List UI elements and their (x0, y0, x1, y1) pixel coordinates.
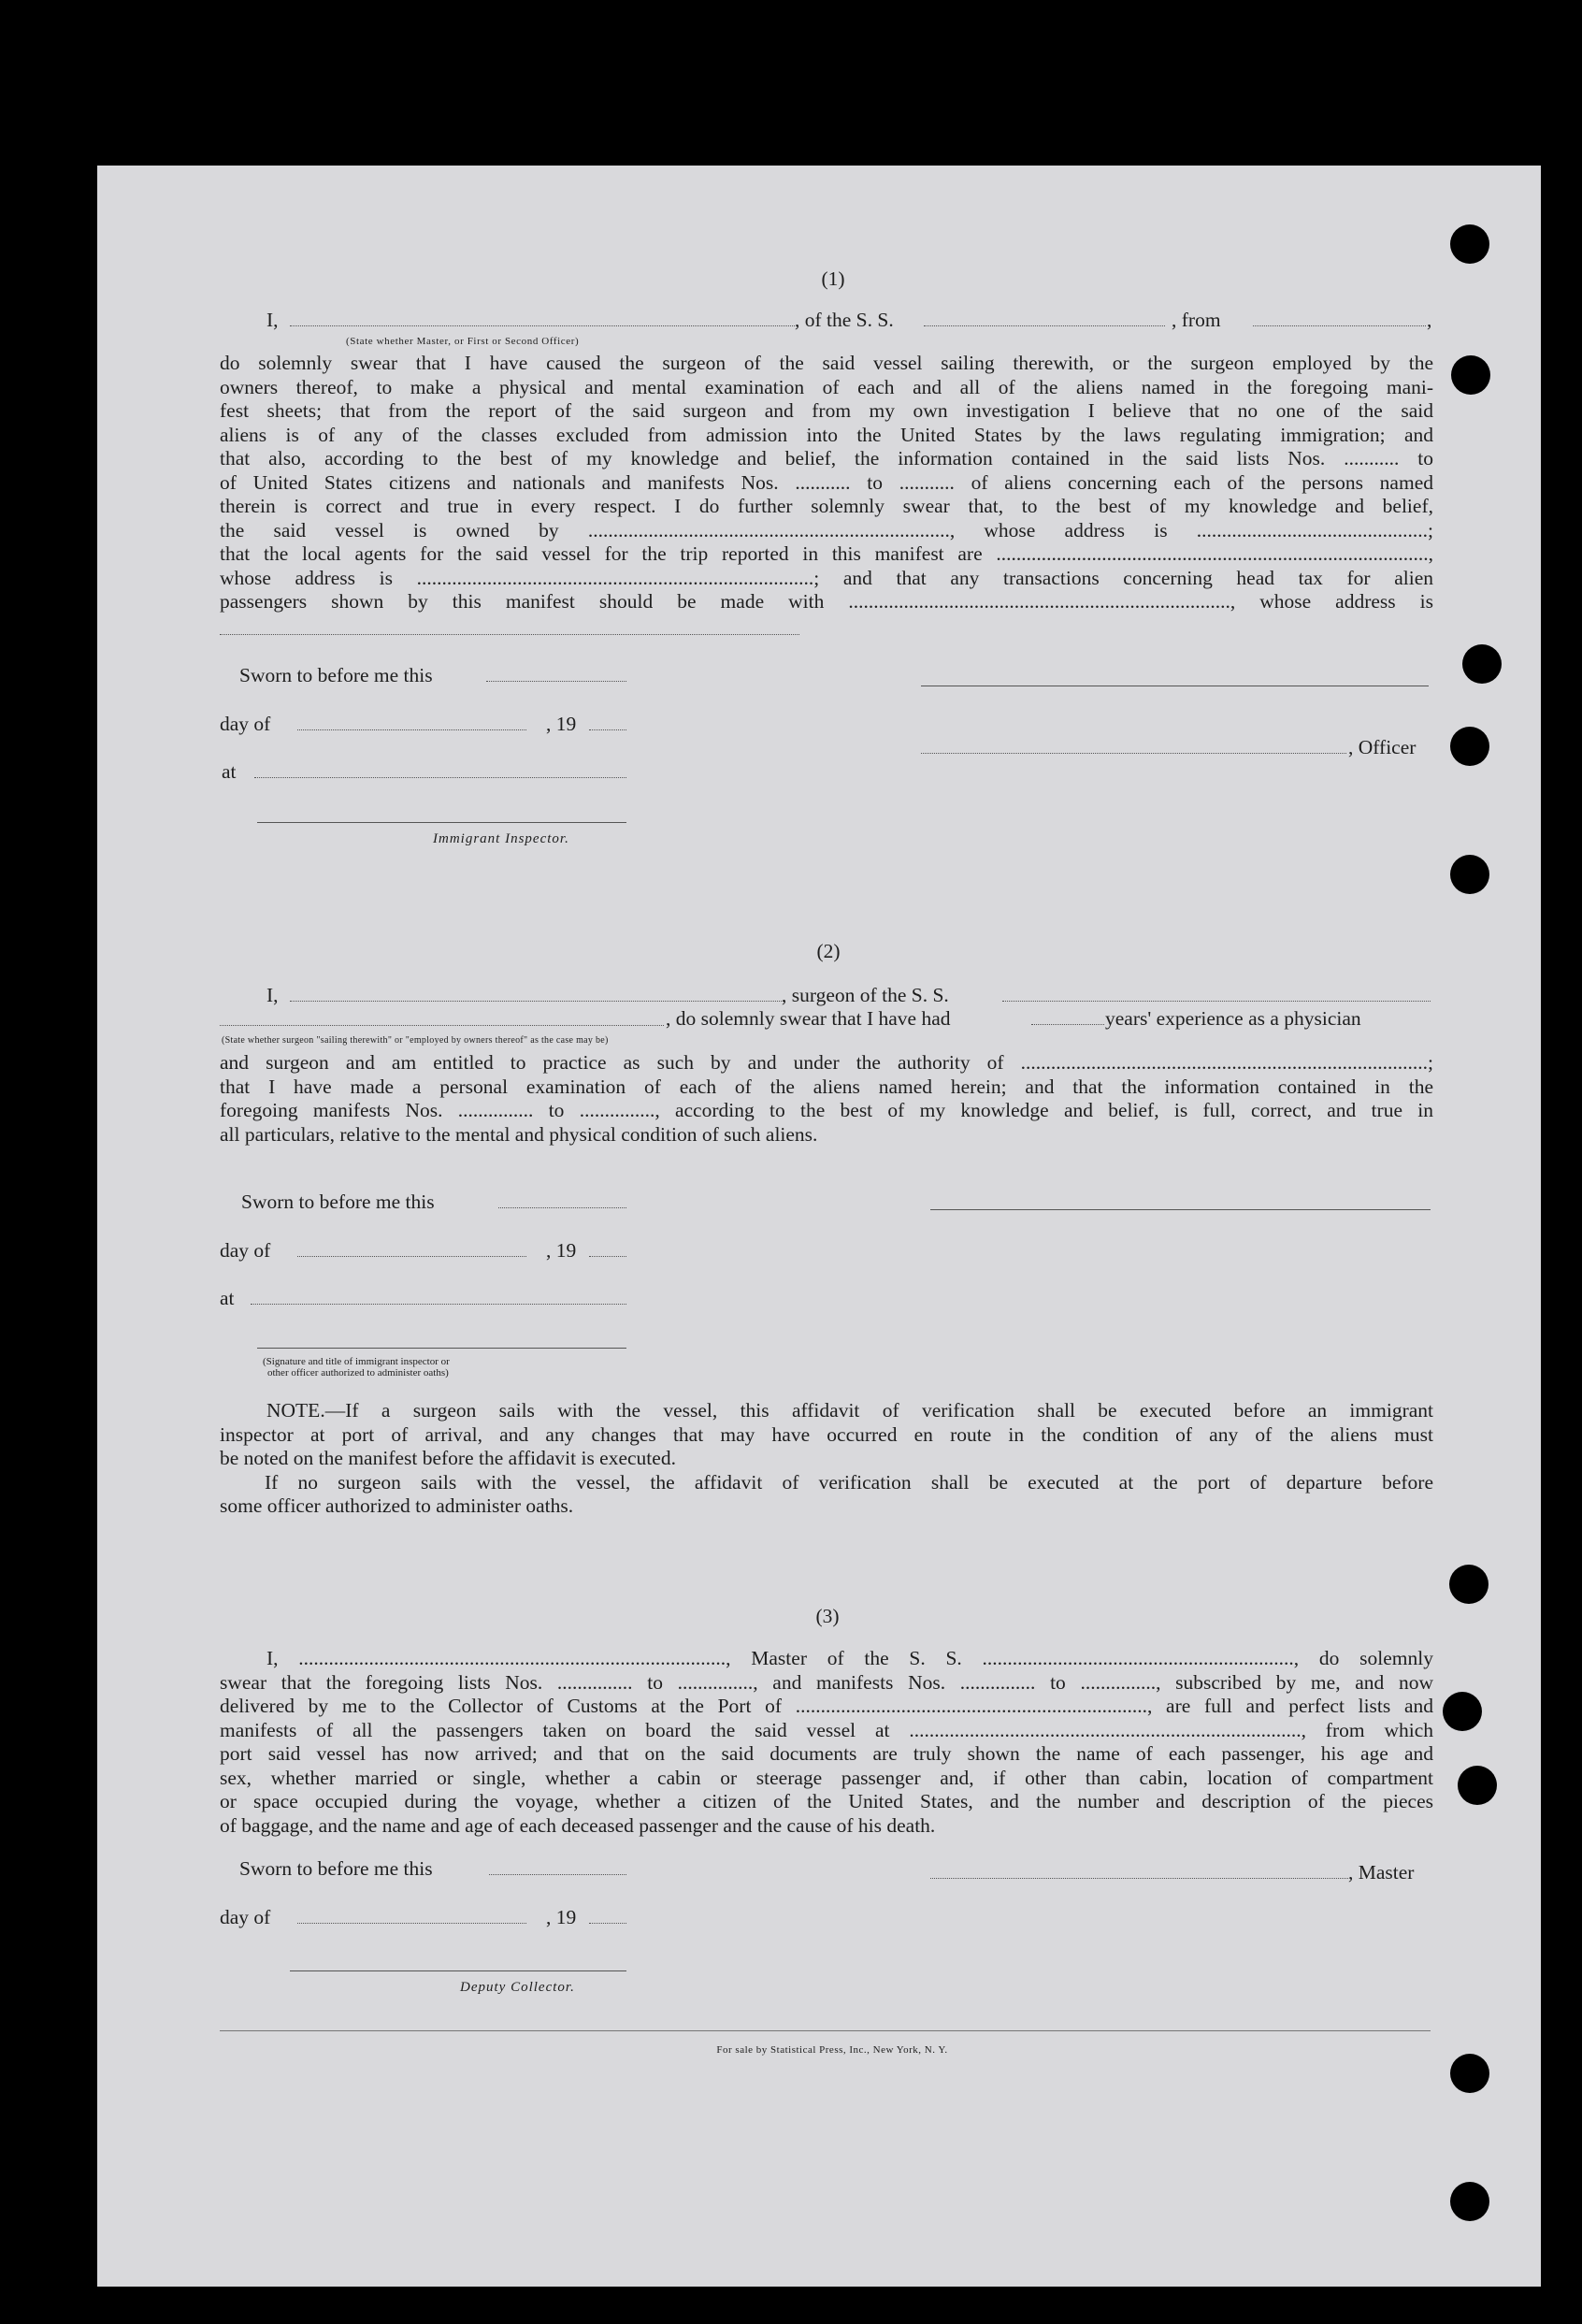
body-line: that I have made a personal examination of each of the aliens named herein; and that the information contained in the (220, 1075, 1433, 1098)
sworn-date-field[interactable] (498, 1207, 626, 1208)
section-1-body (220, 352, 1433, 614)
footer-divider (220, 2030, 1431, 2031)
body-line: and surgeon and am entitled to practice as such by and under the authority of .................................................................................; (220, 1051, 1433, 1074)
punch-hole (1458, 1766, 1497, 1805)
body-line: the said vessel is owned by ........................................................................, whose address is ..............................................; (220, 518, 1433, 541)
body-line: of baggage, and the name and age of each deceased passenger and the cause of his death. (220, 1813, 936, 1837)
punch-hole (1450, 2054, 1489, 2093)
note (220, 1399, 1433, 1519)
section-1-number: (1) (821, 267, 845, 290)
body-line: that also, according to the best of my knowledge and belief, the information contained in the said lists Nos. ........... to (220, 447, 1433, 469)
section-3-number: (3) (815, 1605, 840, 1627)
body-line: port said vessel has now arrived; and that on the said documents are truly shown the name of each passenger, his age and (220, 1742, 1433, 1765)
year-label: , 19 (546, 1906, 577, 1928)
note-line: some officer authorized to administer oaths. (220, 1494, 574, 1517)
agent-address-field[interactable] (220, 634, 799, 635)
body-line: whose address is ...............................................................................; and that any transactions concerning head tax for alien (220, 566, 1433, 589)
punch-hole (1450, 2182, 1489, 2221)
comma: , (1427, 309, 1432, 331)
body-line: delivered by me to the Collector of Customs at the Port of ......................................................................, are full and perfect lists and (220, 1695, 1433, 1717)
note-line: NOTE.—If a surgeon sails with the vessel, this affidavit of verification shall be executed before an immigrant (266, 1399, 1433, 1422)
surgeon-name-field[interactable] (290, 1001, 784, 1002)
body-line: foregoing manifests Nos. ............... to ..............., according to the best of my knowledge and belief, is full, correct, and true in (220, 1099, 1433, 1121)
from-label: , from (1172, 309, 1221, 331)
officer-signature-field[interactable] (921, 753, 1346, 754)
punch-hole (1450, 224, 1489, 264)
punch-hole (1462, 644, 1502, 684)
sworn-label: Sworn to before me this (239, 1857, 433, 1880)
day-of-label: day of (220, 713, 271, 735)
year-field[interactable] (589, 1923, 626, 1924)
do-solemnly-label: , do solemnly swear that I have had (666, 1007, 951, 1030)
master-signature-field[interactable] (930, 1878, 1348, 1879)
place-field[interactable] (254, 777, 626, 778)
body-line: fest sheets; that from the report of the said surgeon and from my own investigation I believe that no one of the said (220, 399, 1433, 422)
body-line: that the local agents for the said vessel for the trip reported in this manifest are ......................................................................................, (220, 542, 1433, 565)
surgeon-vessel-field[interactable] (1002, 1001, 1431, 1002)
punch-hole (1443, 1692, 1482, 1731)
month-field[interactable] (297, 729, 526, 730)
year-label: , 19 (546, 713, 577, 735)
from-port-field[interactable] (1253, 325, 1426, 326)
officer-label: , Officer (1348, 736, 1417, 758)
officer-title-field[interactable] (290, 325, 795, 326)
place-field[interactable] (251, 1304, 626, 1305)
sworn-date-field[interactable] (489, 1874, 626, 1875)
year-label: , 19 (546, 1239, 577, 1262)
sworn-label: Sworn to before me this (241, 1191, 435, 1213)
sworn-date-field[interactable] (486, 681, 626, 682)
body-line: or space occupied during the voyage, whether a citizen of the United States, and the number and description of the pieces (220, 1790, 1433, 1812)
month-field[interactable] (297, 1923, 526, 1924)
years-field[interactable] (1031, 1024, 1104, 1025)
punch-hole (1449, 1565, 1489, 1604)
punch-hole (1450, 855, 1489, 894)
body-line: manifests of all the passengers taken on board the said vessel at .............................................................................., from which (220, 1718, 1433, 1741)
note-line: If no surgeon sails with the vessel, the affidavit of verification shall be executed at the port of departure before (265, 1470, 1433, 1494)
note-line: inspector at port of arrival, and any changes that may have occurred en route in the condition of any of the aliens must (220, 1422, 1433, 1446)
year-field[interactable] (589, 1256, 626, 1257)
body-line: swear that the foregoing lists Nos. ............... to ..............., and manifests Nos. ............... to ..............., subscribed by me, and now (220, 1670, 1433, 1694)
vessel-name-field[interactable] (924, 325, 1165, 326)
surgeon-type-caption: (State whether surgeon "sailing therewith" or "employed by owners thereof" as the case may be) (222, 1035, 609, 1046)
body-line: aliens is of any of the classes excluded from admission into the United States by the laws regulating immigration; and (220, 423, 1433, 446)
body-line: therein is correct and true in every respect. I do further solemnly swear that, to the best of my knowledge and belief, (220, 495, 1433, 517)
body-line: sex, whether married or single, whether a cabin or steerage passenger and, if other than cabin, location of compartment (220, 1766, 1433, 1789)
section-2-number: (2) (816, 940, 841, 962)
deputy-signature-line[interactable] (290, 1970, 626, 1971)
month-field[interactable] (297, 1256, 526, 1257)
sworn-label: Sworn to before me this (239, 664, 433, 686)
of-the-ss-label: , of the S. S. (795, 309, 894, 331)
body-line: I, ....................................................................................., Master of the S. S. .............................................................., do solemnly (266, 1647, 1433, 1669)
section-2-i: I, (266, 984, 279, 1006)
surgeon-of-label: , surgeon of the S. S. (782, 984, 949, 1006)
body-line: all particulars, relative to the mental and physical condition of such aliens. (220, 1122, 818, 1146)
year-field[interactable] (589, 729, 626, 730)
footer-imprint: For sale by Statistical Press, Inc., New York, N. Y. (716, 2044, 948, 2056)
master-label: , Master (1348, 1861, 1415, 1884)
day-of-label: day of (220, 1906, 271, 1928)
immigrant-inspector-caption: Immigrant Inspector. (433, 831, 569, 846)
section-1-i: I, (266, 309, 279, 331)
punch-hole (1450, 727, 1489, 766)
section-2-body (220, 1051, 1433, 1147)
signature-line[interactable] (930, 1209, 1431, 1210)
years-experience-label: years' experience as a physician (1105, 1007, 1361, 1030)
signature-caption: (Signature and title of immigrant inspector or (263, 1356, 450, 1367)
body-line: do solemnly swear that I have caused the surgeon of the said vessel sailing therewith, or the surgeon employed by the (220, 352, 1433, 374)
inspector-signature-line[interactable] (257, 822, 626, 823)
signature-caption: other officer authorized to administer oaths) (267, 1367, 449, 1379)
inspector-signature-line[interactable] (257, 1348, 626, 1349)
at-label: at (222, 760, 237, 783)
surgeon-type-field[interactable] (220, 1025, 664, 1026)
section-3-body (220, 1647, 1433, 1838)
deputy-collector-caption: Deputy Collector. (460, 1980, 575, 1995)
body-line: of United States citizens and nationals and manifests Nos. ........... to ........... of aliens concerning each of the persons named (220, 470, 1433, 494)
body-line: owners thereof, to make a physical and mental examination of each and all of the aliens named in the foregoing mani- (220, 375, 1433, 398)
note-line: be noted on the manifest before the affidavit is executed. (220, 1447, 676, 1469)
at-label: at (220, 1287, 235, 1309)
punch-hole (1451, 355, 1490, 395)
officer-title-caption: (State whether Master, or First or Second Officer) (346, 336, 580, 347)
body-line: passengers shown by this manifest should be made with ............................................................................, whose address is (220, 590, 1433, 613)
day-of-label: day of (220, 1239, 271, 1262)
